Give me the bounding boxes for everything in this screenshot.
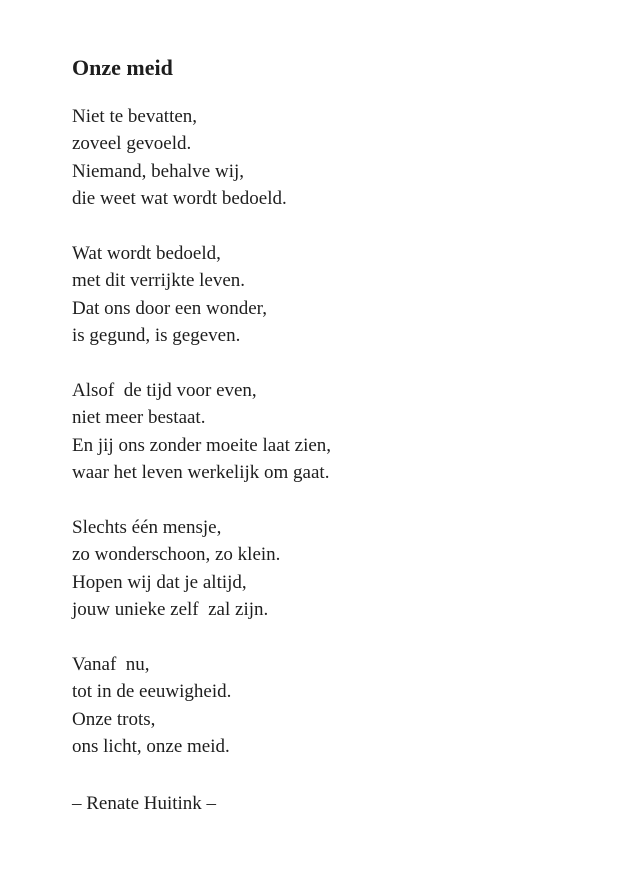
poem-line: Onze trots, [72, 708, 156, 730]
poem-line: niet meer bestaat. [72, 407, 206, 429]
poem-line: Alsof de tijd voor even, [72, 380, 257, 401]
poem-line: Vanaf nu, [72, 654, 150, 675]
poem-line: Dat ons door een wonder, [72, 297, 267, 319]
stanza-3 [72, 377, 331, 487]
poem-line: waar het leven werkelijk om gaat. [72, 462, 330, 484]
poem-line: met dit verrijkte leven. [72, 270, 246, 292]
stanza-1 [72, 103, 287, 213]
stanza-4 [72, 514, 280, 624]
stanza-2 [72, 240, 267, 350]
poem-line: ons licht, onze meid. [72, 736, 230, 758]
poem-line: die weet wat wordt bedoeld. [72, 188, 287, 210]
poem-title: Onze meid [72, 55, 173, 80]
poem-line: zo wonderschoon, zo klein. [72, 544, 281, 566]
poem-line: Slechts één mensje, [72, 517, 222, 538]
poem-signature: – Renate Huitink – [72, 793, 217, 814]
poem-line: zoveel gevoeld. [72, 133, 192, 155]
poem-line: is gegund, is gegeven. [72, 325, 241, 347]
poem-line: Wat wordt bedoeld, [72, 243, 221, 264]
poem-line: tot in de eeuwigheid. [72, 681, 232, 703]
stanza-5 [72, 651, 231, 761]
poem-line: Hopen wij dat je altijd, [72, 571, 247, 593]
poem-line: Niet te bevatten, [72, 106, 198, 127]
poem-line: jouw unieke zelf zal zijn. [72, 599, 269, 621]
poem-line: En jij ons zonder moeite laat zien, [72, 434, 332, 456]
poem-line: Niemand, behalve wij, [72, 160, 245, 182]
